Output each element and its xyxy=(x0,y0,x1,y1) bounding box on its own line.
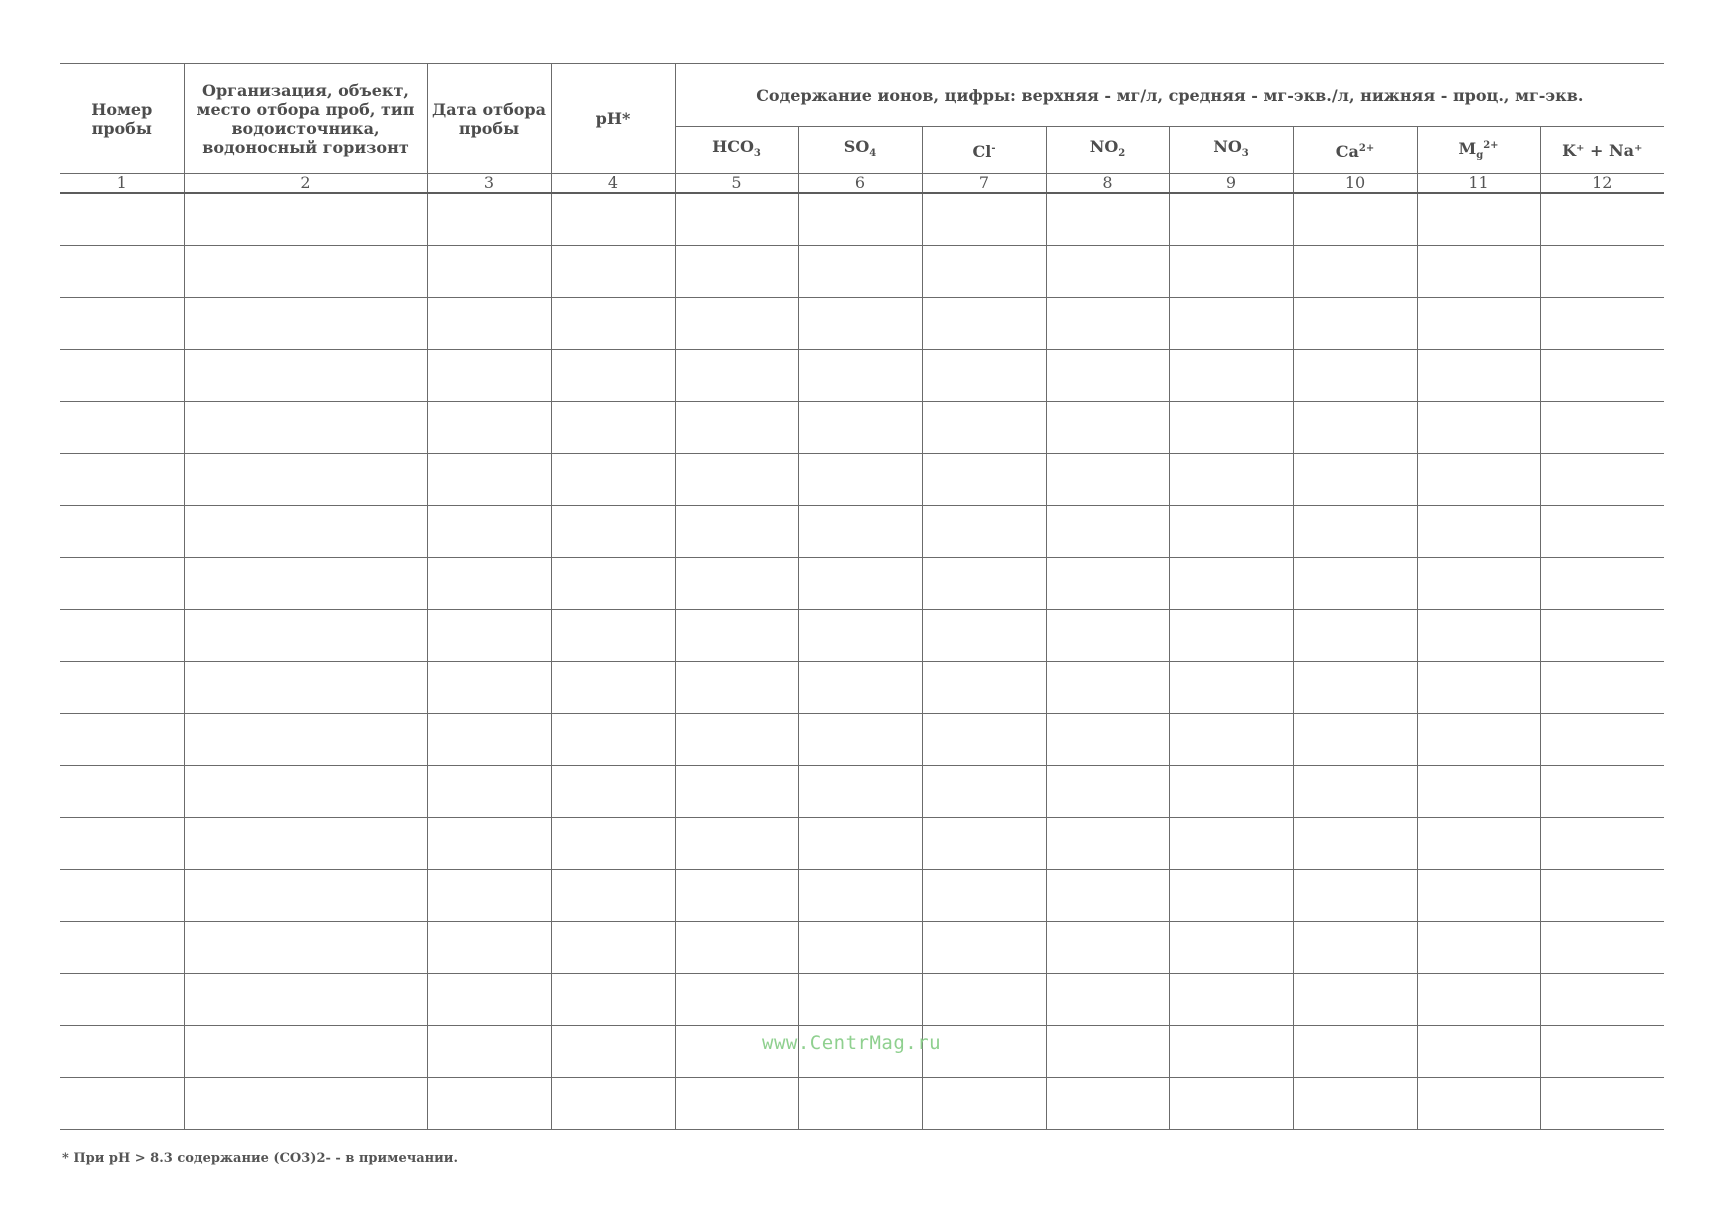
table-cell[interactable] xyxy=(551,1078,675,1130)
table-cell[interactable] xyxy=(1046,1078,1169,1130)
table-cell[interactable] xyxy=(551,818,675,870)
table-row xyxy=(60,922,1664,974)
table-cell[interactable] xyxy=(922,298,1046,350)
table-cell[interactable] xyxy=(60,246,184,298)
table-cell[interactable] xyxy=(1540,818,1664,870)
table-cell[interactable] xyxy=(1169,714,1293,766)
table-cell[interactable] xyxy=(675,870,798,922)
table-cell[interactable] xyxy=(1046,714,1169,766)
header-organization: Организация, объект, место отбора проб, тип водоисточника, водоносный горизонт xyxy=(184,64,427,174)
table-cell[interactable] xyxy=(1417,1078,1540,1130)
table-cell[interactable] xyxy=(1293,922,1417,974)
table-cell[interactable] xyxy=(1540,402,1664,454)
ion-subscript: 3 xyxy=(1241,148,1249,159)
table-cell[interactable] xyxy=(1293,193,1417,246)
table-cell[interactable] xyxy=(1293,558,1417,610)
table-cell[interactable] xyxy=(427,974,551,1026)
table-row xyxy=(60,193,1664,246)
table-cell[interactable] xyxy=(1293,506,1417,558)
table-cell[interactable] xyxy=(60,558,184,610)
column-number-4: 4 xyxy=(551,174,675,194)
column-number-10: 10 xyxy=(1293,174,1417,194)
table-cell[interactable] xyxy=(1169,558,1293,610)
table-cell[interactable] xyxy=(675,402,798,454)
header-ion-2 xyxy=(798,127,922,174)
table-cell[interactable] xyxy=(427,922,551,974)
table-cell[interactable] xyxy=(551,1026,675,1078)
table-cell[interactable] xyxy=(184,818,427,870)
header-ion-8 xyxy=(1540,127,1664,174)
table-cell[interactable] xyxy=(1046,298,1169,350)
table-cell[interactable] xyxy=(60,610,184,662)
table-cell[interactable] xyxy=(1293,350,1417,402)
table-cell[interactable] xyxy=(1046,974,1169,1026)
table-cell[interactable] xyxy=(675,610,798,662)
table-cell[interactable] xyxy=(427,1026,551,1078)
table-row xyxy=(60,870,1664,922)
table-row xyxy=(60,1078,1664,1130)
table-cell[interactable] xyxy=(1540,454,1664,506)
table-cell[interactable] xyxy=(1417,974,1540,1026)
ion-subscript: g xyxy=(1476,149,1484,161)
table-cell[interactable] xyxy=(60,922,184,974)
table-cell[interactable] xyxy=(184,922,427,974)
table-cell[interactable] xyxy=(1046,246,1169,298)
table-cell[interactable] xyxy=(1417,922,1540,974)
header-ion-6 xyxy=(1293,127,1417,174)
column-number-8: 8 xyxy=(1046,174,1169,194)
table-cell[interactable] xyxy=(1540,870,1664,922)
table-cell[interactable] xyxy=(551,610,675,662)
table-cell[interactable] xyxy=(1417,350,1540,402)
table-cell[interactable] xyxy=(1540,193,1664,246)
table-cell[interactable] xyxy=(427,454,551,506)
table-cell[interactable] xyxy=(60,298,184,350)
header-sample-number: Номер пробы xyxy=(60,64,184,174)
table-cell[interactable] xyxy=(60,870,184,922)
table-cell[interactable] xyxy=(551,558,675,610)
table-cell[interactable] xyxy=(675,818,798,870)
table-cell[interactable] xyxy=(1046,402,1169,454)
table-cell[interactable] xyxy=(1169,193,1293,246)
table-row xyxy=(60,350,1664,402)
table-cell[interactable] xyxy=(798,922,922,974)
table-cell[interactable] xyxy=(1293,714,1417,766)
ion-superscript: - xyxy=(991,143,996,154)
table-cell[interactable] xyxy=(1540,1078,1664,1130)
table-cell[interactable] xyxy=(1417,766,1540,818)
table-cell[interactable] xyxy=(1293,402,1417,454)
table-cell[interactable] xyxy=(1169,246,1293,298)
table-cell[interactable] xyxy=(1169,298,1293,350)
table-cell[interactable] xyxy=(551,454,675,506)
table-cell[interactable] xyxy=(1540,506,1664,558)
column-number-2: 2 xyxy=(184,174,427,194)
table-cell[interactable] xyxy=(1293,870,1417,922)
table-cell[interactable] xyxy=(427,714,551,766)
table-cell[interactable] xyxy=(922,558,1046,610)
table-row xyxy=(60,662,1664,714)
ion-symbol: SO xyxy=(843,137,870,156)
table-cell[interactable] xyxy=(551,350,675,402)
table-cell[interactable] xyxy=(1046,870,1169,922)
table-cell[interactable] xyxy=(1417,246,1540,298)
column-number-6: 6 xyxy=(798,174,922,194)
table-cell[interactable] xyxy=(1540,974,1664,1026)
table-cell[interactable] xyxy=(427,870,551,922)
table-cell[interactable] xyxy=(798,402,922,454)
table-cell[interactable] xyxy=(675,558,798,610)
table-cell[interactable] xyxy=(1046,610,1169,662)
table-cell[interactable] xyxy=(184,350,427,402)
table-cell[interactable] xyxy=(922,454,1046,506)
table-cell[interactable] xyxy=(1169,766,1293,818)
table-cell[interactable] xyxy=(675,662,798,714)
table-cell[interactable] xyxy=(60,662,184,714)
table-cell[interactable] xyxy=(1046,766,1169,818)
table-cell[interactable] xyxy=(675,714,798,766)
table-cell[interactable] xyxy=(922,870,1046,922)
table-row xyxy=(60,402,1664,454)
table-cell[interactable] xyxy=(798,558,922,610)
header-ion-4 xyxy=(1046,127,1169,174)
table-cell[interactable] xyxy=(1046,1026,1169,1078)
table-cell[interactable] xyxy=(551,766,675,818)
table-row xyxy=(60,766,1664,818)
table-cell[interactable] xyxy=(427,402,551,454)
column-number-5: 5 xyxy=(675,174,798,194)
table-cell[interactable] xyxy=(184,246,427,298)
table-cell[interactable] xyxy=(922,193,1046,246)
table-cell[interactable] xyxy=(1293,246,1417,298)
table-cell[interactable] xyxy=(1293,610,1417,662)
table-cell[interactable] xyxy=(675,1078,798,1130)
table-cell[interactable] xyxy=(1540,298,1664,350)
table-cell[interactable] xyxy=(1169,1026,1293,1078)
table-cell[interactable] xyxy=(551,974,675,1026)
table-row xyxy=(60,506,1664,558)
watermark: www.CentrMag.ru xyxy=(762,1032,942,1054)
ion-symbol: NO xyxy=(1089,137,1119,156)
table-cell[interactable] xyxy=(675,454,798,506)
table-cell[interactable] xyxy=(427,350,551,402)
table-cell[interactable] xyxy=(1169,870,1293,922)
table-cell[interactable] xyxy=(551,402,675,454)
table-cell[interactable] xyxy=(1417,818,1540,870)
table-cell[interactable] xyxy=(1293,454,1417,506)
table-row xyxy=(60,454,1664,506)
table-cell[interactable] xyxy=(1293,662,1417,714)
table-cell[interactable] xyxy=(60,766,184,818)
table-cell[interactable] xyxy=(1046,193,1169,246)
table-cell[interactable] xyxy=(1169,350,1293,402)
table-cell[interactable] xyxy=(1417,610,1540,662)
table-cell[interactable] xyxy=(922,818,1046,870)
table-cell[interactable] xyxy=(1540,662,1664,714)
table-row xyxy=(60,714,1664,766)
table-cell[interactable] xyxy=(922,1078,1046,1130)
table-cell[interactable] xyxy=(675,193,798,246)
table-cell[interactable] xyxy=(1540,1026,1664,1078)
table-cell[interactable] xyxy=(798,610,922,662)
table-cell[interactable] xyxy=(1293,1078,1417,1130)
table-cell[interactable] xyxy=(1169,662,1293,714)
ion-symbol: K⁺ + Na⁺ xyxy=(1562,140,1643,160)
table-cell[interactable] xyxy=(798,714,922,766)
table-cell[interactable] xyxy=(551,714,675,766)
table-cell[interactable] xyxy=(922,506,1046,558)
table-cell[interactable] xyxy=(675,246,798,298)
table-cell[interactable] xyxy=(551,922,675,974)
table-cell[interactable] xyxy=(922,974,1046,1026)
table-cell[interactable] xyxy=(60,454,184,506)
table-cell[interactable] xyxy=(184,766,427,818)
table-row xyxy=(60,558,1664,610)
table-cell[interactable] xyxy=(798,662,922,714)
form-sheet xyxy=(60,63,1660,1130)
table-cell[interactable] xyxy=(1417,193,1540,246)
table-cell[interactable] xyxy=(551,870,675,922)
column-number-12: 12 xyxy=(1540,174,1664,194)
table-cell[interactable] xyxy=(922,766,1046,818)
table-cell[interactable] xyxy=(60,350,184,402)
column-number-9: 9 xyxy=(1169,174,1293,194)
table-row xyxy=(60,610,1664,662)
ion-symbol: Cl xyxy=(972,142,992,161)
table-cell[interactable] xyxy=(1417,454,1540,506)
table-cell[interactable] xyxy=(184,402,427,454)
table-cell[interactable] xyxy=(1169,610,1293,662)
table-cell[interactable] xyxy=(1293,298,1417,350)
table-cell[interactable] xyxy=(184,558,427,610)
table-cell[interactable] xyxy=(922,350,1046,402)
table-cell[interactable] xyxy=(922,922,1046,974)
ion-symbol: M xyxy=(1458,138,1477,158)
table-cell[interactable] xyxy=(1169,402,1293,454)
table-cell[interactable] xyxy=(1293,1026,1417,1078)
column-number-7: 7 xyxy=(922,174,1046,194)
table-cell[interactable] xyxy=(1293,766,1417,818)
table-cell[interactable] xyxy=(922,714,1046,766)
table-cell[interactable] xyxy=(798,766,922,818)
column-number-11: 11 xyxy=(1417,174,1540,194)
table-cell[interactable] xyxy=(184,1078,427,1130)
ion-subscript: 2 xyxy=(1118,148,1126,159)
table-cell[interactable] xyxy=(1417,298,1540,350)
table-cell[interactable] xyxy=(184,870,427,922)
table-cell[interactable] xyxy=(922,662,1046,714)
table-cell[interactable] xyxy=(427,818,551,870)
table-cell[interactable] xyxy=(1417,1026,1540,1078)
table-row xyxy=(60,818,1664,870)
table-cell[interactable] xyxy=(184,610,427,662)
table-cell[interactable] xyxy=(922,610,1046,662)
table-cell[interactable] xyxy=(675,974,798,1026)
table-cell[interactable] xyxy=(1540,766,1664,818)
table-cell[interactable] xyxy=(60,714,184,766)
table-cell[interactable] xyxy=(1169,922,1293,974)
table-cell[interactable] xyxy=(1046,454,1169,506)
table-cell[interactable] xyxy=(798,870,922,922)
table-cell[interactable] xyxy=(675,506,798,558)
table-cell[interactable] xyxy=(1540,350,1664,402)
ion-analysis-table xyxy=(60,63,1664,1130)
ion-symbol: Ca xyxy=(1335,142,1359,161)
table-cell[interactable] xyxy=(1417,662,1540,714)
table-cell[interactable] xyxy=(1046,558,1169,610)
table-cell[interactable] xyxy=(798,454,922,506)
table-cell[interactable] xyxy=(1169,818,1293,870)
table-cell[interactable] xyxy=(184,298,427,350)
table-cell[interactable] xyxy=(675,298,798,350)
table-cell[interactable] xyxy=(1417,506,1540,558)
table-cell[interactable] xyxy=(1046,818,1169,870)
header-sample-date: Дата отбора пробы xyxy=(427,64,551,174)
table-cell[interactable] xyxy=(1540,246,1664,298)
table-cell[interactable] xyxy=(1046,662,1169,714)
table-cell[interactable] xyxy=(60,1026,184,1078)
header-ion-1 xyxy=(675,127,798,174)
header-ion-3 xyxy=(922,127,1046,174)
table-cell[interactable] xyxy=(1169,974,1293,1026)
table-row xyxy=(60,298,1664,350)
table-cell[interactable] xyxy=(427,766,551,818)
table-cell[interactable] xyxy=(1169,506,1293,558)
table-cell[interactable] xyxy=(798,974,922,1026)
table-cell[interactable] xyxy=(675,766,798,818)
header-ion-7 xyxy=(1417,127,1540,174)
table-cell[interactable] xyxy=(427,246,551,298)
table-cell[interactable] xyxy=(1169,454,1293,506)
table-cell[interactable] xyxy=(922,246,1046,298)
table-cell[interactable] xyxy=(184,974,427,1026)
table-cell[interactable] xyxy=(1540,922,1664,974)
table-cell[interactable] xyxy=(184,454,427,506)
ion-subscript: 3 xyxy=(753,148,761,159)
table-cell[interactable] xyxy=(427,298,551,350)
table-cell[interactable] xyxy=(1540,558,1664,610)
table-cell[interactable] xyxy=(184,714,427,766)
table-cell[interactable] xyxy=(60,193,184,246)
table-cell[interactable] xyxy=(922,402,1046,454)
column-number-1: 1 xyxy=(60,174,184,194)
table-cell[interactable] xyxy=(1046,922,1169,974)
table-cell[interactable] xyxy=(798,350,922,402)
table-cell[interactable] xyxy=(1046,506,1169,558)
table-cell[interactable] xyxy=(60,506,184,558)
table-cell[interactable] xyxy=(798,193,922,246)
table-cell[interactable] xyxy=(1169,1078,1293,1130)
table-cell[interactable] xyxy=(427,662,551,714)
table-cell[interactable] xyxy=(427,558,551,610)
ion-symbol: HCO xyxy=(712,137,754,156)
ion-superscript: 2+ xyxy=(1483,139,1499,151)
table-cell[interactable] xyxy=(1293,818,1417,870)
table-cell[interactable] xyxy=(427,610,551,662)
table-cell[interactable] xyxy=(60,402,184,454)
table-cell[interactable] xyxy=(1417,402,1540,454)
table-cell[interactable] xyxy=(1046,350,1169,402)
table-cell[interactable] xyxy=(798,1078,922,1130)
table-cell[interactable] xyxy=(427,506,551,558)
table-cell[interactable] xyxy=(427,1078,551,1130)
table-cell[interactable] xyxy=(60,1078,184,1130)
table-cell[interactable] xyxy=(427,193,551,246)
table-cell[interactable] xyxy=(798,298,922,350)
table-cell[interactable] xyxy=(551,298,675,350)
table-cell[interactable] xyxy=(551,506,675,558)
table-cell[interactable] xyxy=(675,350,798,402)
column-number-3: 3 xyxy=(427,174,551,194)
ion-symbol: NO xyxy=(1213,137,1242,156)
table-row xyxy=(60,246,1664,298)
table-cell[interactable] xyxy=(60,818,184,870)
table-cell[interactable] xyxy=(551,662,675,714)
table-cell[interactable] xyxy=(798,818,922,870)
table-cell[interactable] xyxy=(1417,714,1540,766)
table-cell[interactable] xyxy=(1417,870,1540,922)
table-cell[interactable] xyxy=(184,193,427,246)
table-cell[interactable] xyxy=(1540,610,1664,662)
header-ph: pH* xyxy=(551,64,675,174)
header-ion-5 xyxy=(1169,127,1293,174)
table-cell[interactable] xyxy=(184,662,427,714)
table-cell[interactable] xyxy=(798,506,922,558)
header-ion-content: Содержание ионов, цифры: верхняя - мг/л, средняя - мг-экв./л, нижняя - проц., мг-экв. xyxy=(675,64,1664,127)
table-cell[interactable] xyxy=(184,1026,427,1078)
ion-subscript: 4 xyxy=(869,148,877,159)
table-cell[interactable] xyxy=(1293,974,1417,1026)
table-cell[interactable] xyxy=(551,193,675,246)
table-cell[interactable] xyxy=(60,974,184,1026)
table-cell[interactable] xyxy=(675,922,798,974)
table-cell[interactable] xyxy=(551,246,675,298)
table-cell[interactable] xyxy=(184,506,427,558)
footnote: * При pH > 8.3 содержание (CO3)2- - в примечании. xyxy=(62,1151,458,1166)
table-cell[interactable] xyxy=(1540,714,1664,766)
ion-superscript: 2+ xyxy=(1358,143,1375,154)
table-row xyxy=(60,974,1664,1026)
table-cell[interactable] xyxy=(1417,558,1540,610)
table-cell[interactable] xyxy=(798,246,922,298)
